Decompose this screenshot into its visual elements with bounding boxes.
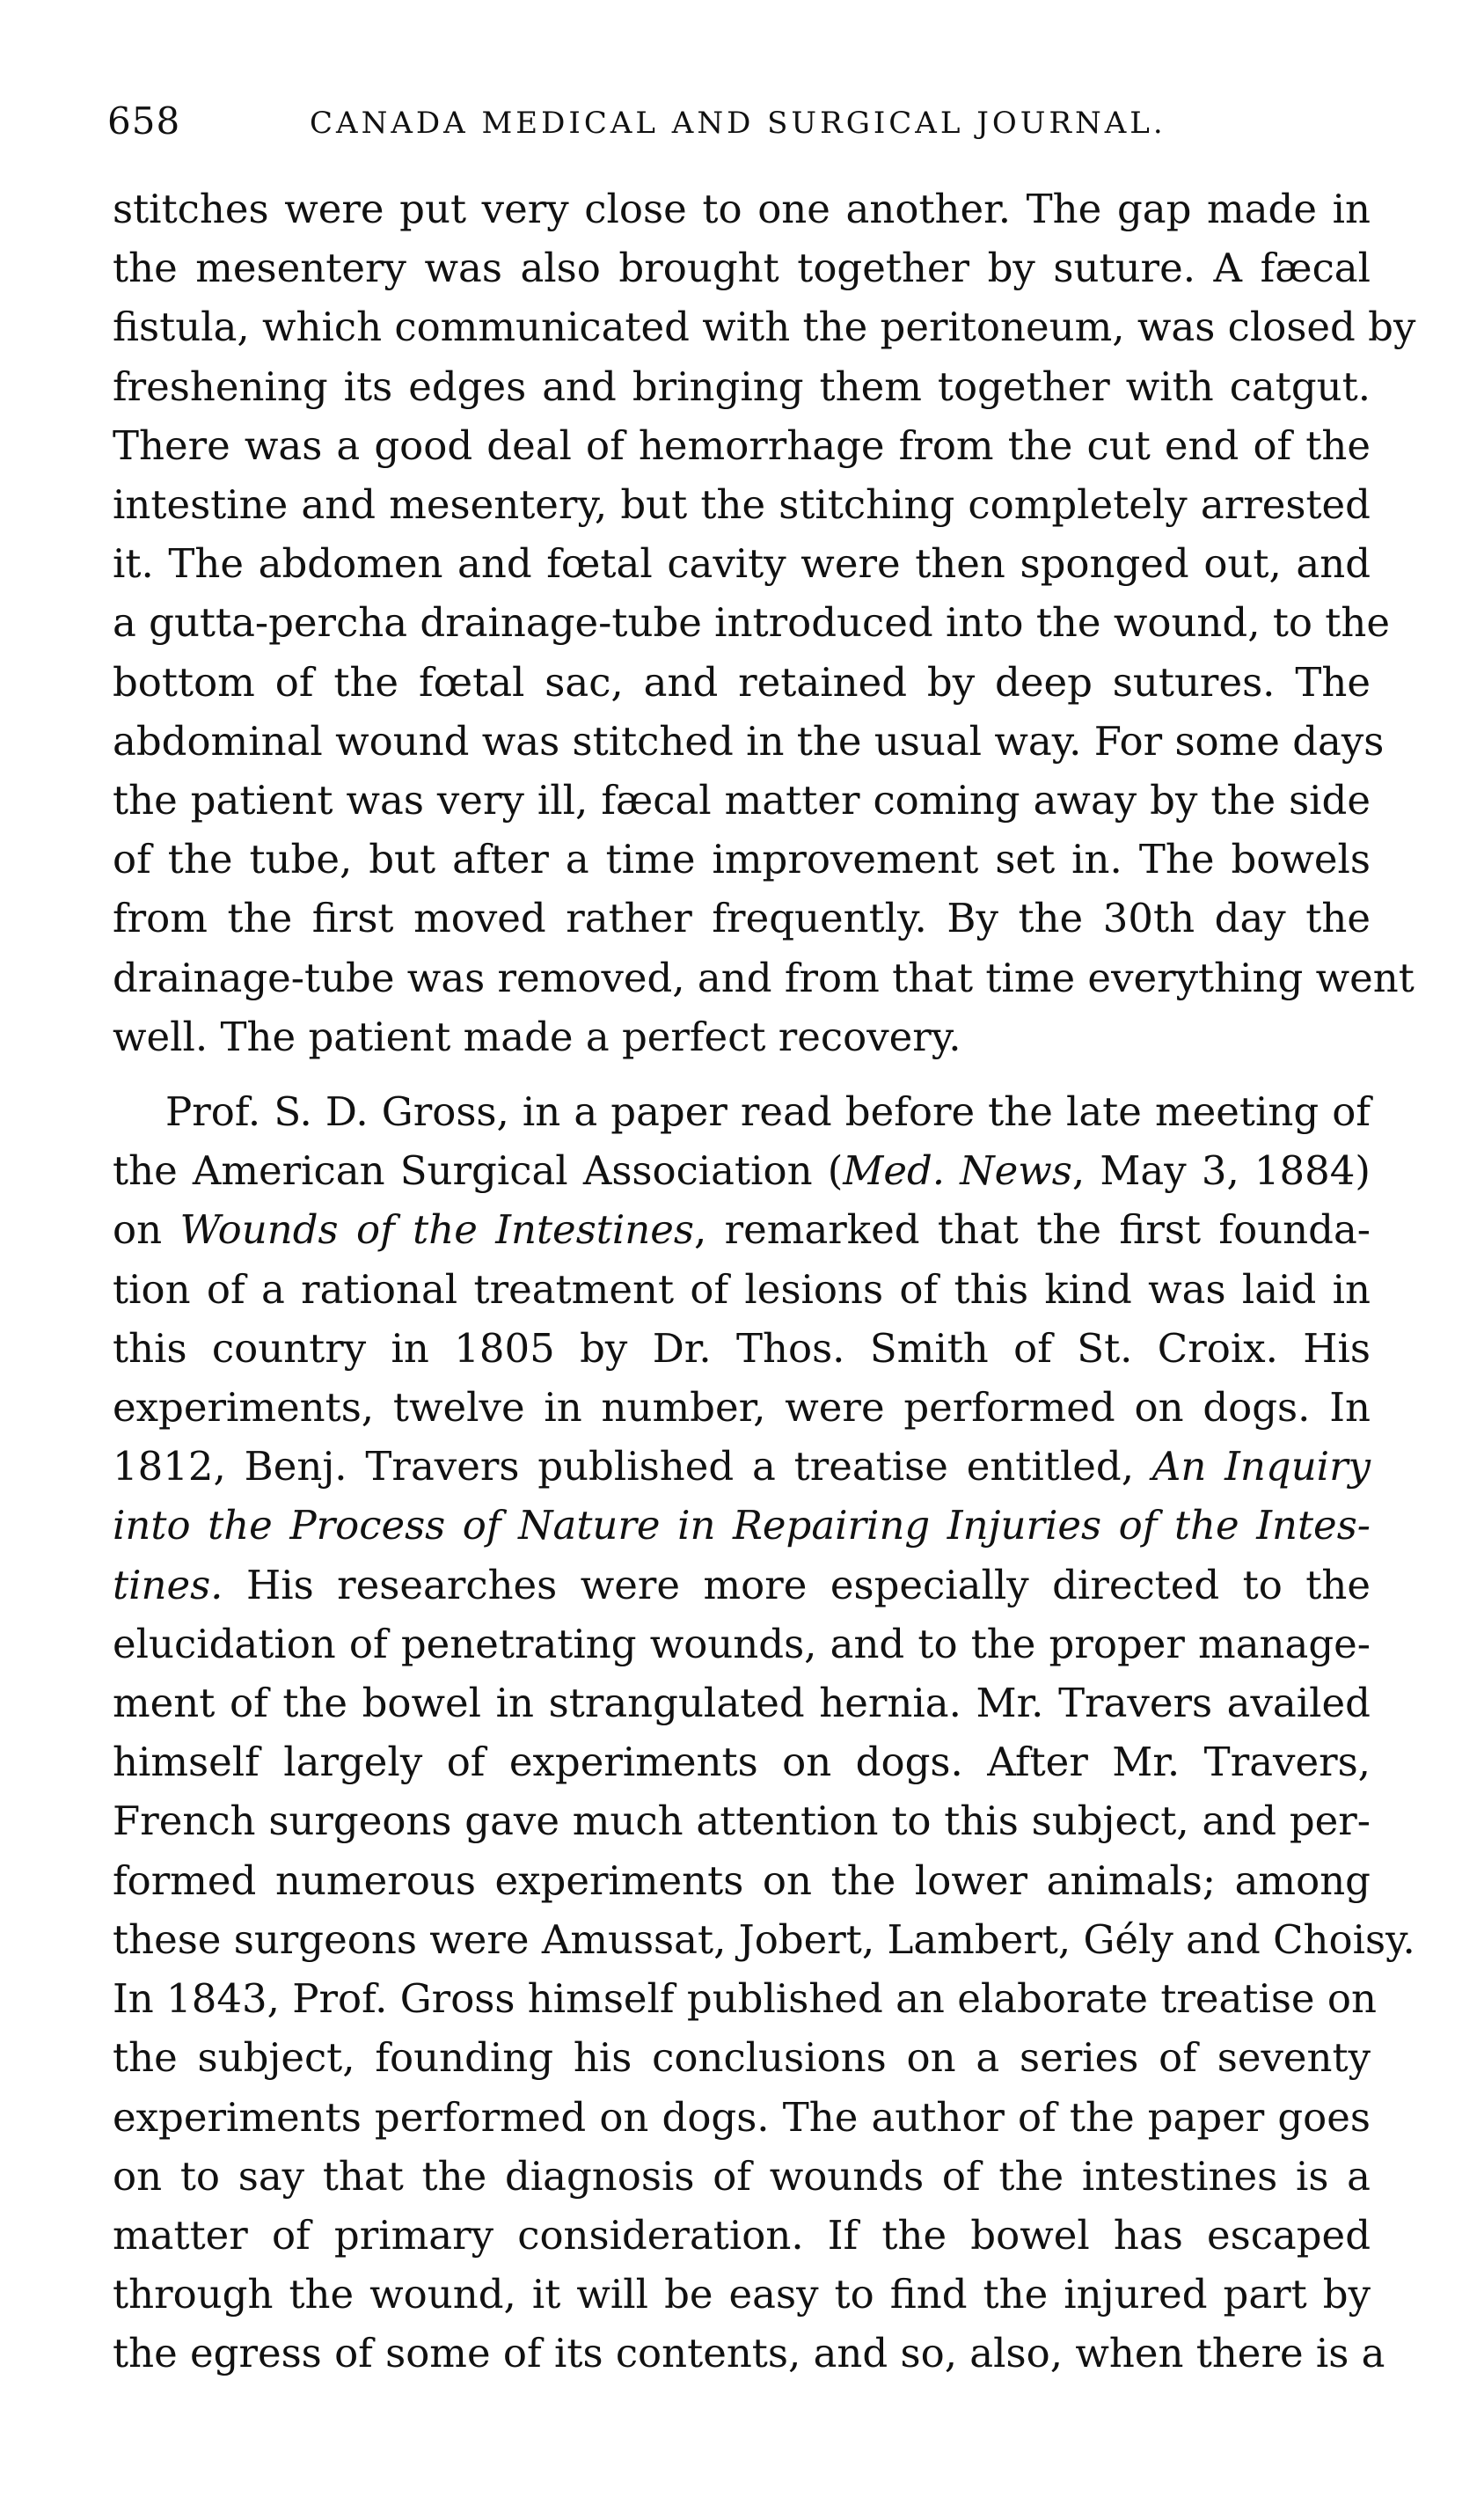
text-line: intestine and mesentery, but the stitching completely arrested — [113, 481, 1371, 529]
text-line: the egress of some of its contents, and so, also, when there is a — [113, 2330, 1385, 2377]
treatise-title: into the Process of Nature in Repairing Injuries of the Intes- — [113, 1502, 1371, 1549]
paragraph-gross-review — [113, 1082, 1415, 2383]
text-line: the American Surgical Association (Med. News, May 3, 1884) — [113, 1147, 1371, 1195]
text-line: stitches were put very close to one another. The gap made in — [113, 186, 1371, 232]
text-line: through the wound, it will be easy to find the injured part by — [113, 2271, 1371, 2318]
text-line: elucidation of penetrating wounds, and to the proper manage- — [113, 1620, 1371, 1667]
text-line: well. The patient made a perfect recovery. — [113, 1013, 961, 1060]
text-line: tines. His researches were more especially directed to the — [113, 1561, 1371, 1608]
text-line: There was a good deal of hemorrhage from the cut end of the — [113, 421, 1371, 469]
treatise-title: An Inquiry — [1151, 1443, 1371, 1490]
citation-journal: Med. News — [843, 1147, 1072, 1195]
text-line: experiments performed on dogs. The author of the paper goes — [113, 2093, 1371, 2141]
page-number: 658 — [107, 99, 181, 143]
text-line: these surgeons were Amussat, Jobert, Lambert, Gély and Choisy. — [113, 1915, 1415, 1963]
text-line: fistula, which communicated with the peritoneum, was closed by — [113, 304, 1416, 351]
text-line: drainage-tube was removed, and from that time everything went — [113, 954, 1415, 1001]
text-line: bottom of the fœtal sac, and retained by deep sutures. The — [113, 658, 1371, 706]
text-line: of the tube, but after a time improvement set in. The bowels — [113, 836, 1371, 883]
text-line: himself largely of experiments on dogs. After Mr. Travers, — [113, 1739, 1371, 1786]
body-text — [113, 179, 1416, 2384]
paper-title: Wounds of the Intestines — [179, 1206, 694, 1254]
text-line: matter of primary consideration. If the bowel has escaped — [113, 2211, 1371, 2259]
text-line: French surgeons gave much attention to this subject, and per- — [113, 1798, 1371, 1845]
text-line: 1812, Benj. Travers published a treatise entitled, An Inquiry — [113, 1443, 1371, 1490]
text-line: tion of a rational treatment of lesions of this kind was laid in — [113, 1265, 1371, 1313]
text-line: the subject, founding his conclusions on a series of seventy — [113, 2034, 1371, 2082]
text-line: ment of the bowel in strangulated hernia. Mr. Travers availed — [113, 1680, 1371, 1727]
text-line: this country in 1805 by Dr. Thos. Smith of St. Croix. His — [113, 1324, 1371, 1372]
journal-title: CANADA MEDICAL AND SURGICAL JOURNAL. — [310, 106, 1166, 141]
text-line — [113, 1496, 1371, 1555]
paragraph-case-report — [113, 179, 1416, 1066]
text-line: on Wounds of the Intestines, remarked that the first founda- — [113, 1206, 1371, 1254]
text-line: it. The abdomen and fœtal cavity were then sponged out, and — [113, 540, 1371, 588]
text-line: the mesentery was also brought together by suture. A fæcal — [113, 245, 1371, 292]
text-line: abdominal wound was stitched in the usual way. For some days — [113, 717, 1385, 765]
text-line: a gutta-percha drainage-tube introduced into the wound, to the — [113, 599, 1390, 647]
text-line: the patient was very ill, fæcal matter coming away by the side — [113, 777, 1371, 824]
text-line: formed numerous experiments on the lower animals; among — [113, 1856, 1371, 1904]
text-line: from the first moved rather frequently. By the 30th day the — [113, 895, 1371, 942]
text-line: on to say that the diagnosis of wounds of the intestines is a — [113, 2152, 1371, 2200]
treatise-title: tines. — [113, 1561, 223, 1608]
text-line: In 1843, Prof. Gross himself published an elaborate treatise on — [113, 1975, 1377, 2023]
running-head — [107, 95, 1374, 148]
text-line: Prof. S. D. Gross, in a paper read before the late meeting of — [165, 1088, 1371, 1136]
text-line: experiments, twelve in number, were performed on dogs. In — [113, 1384, 1371, 1432]
text-line: freshening its edges and bringing them together with catgut. — [113, 362, 1371, 410]
